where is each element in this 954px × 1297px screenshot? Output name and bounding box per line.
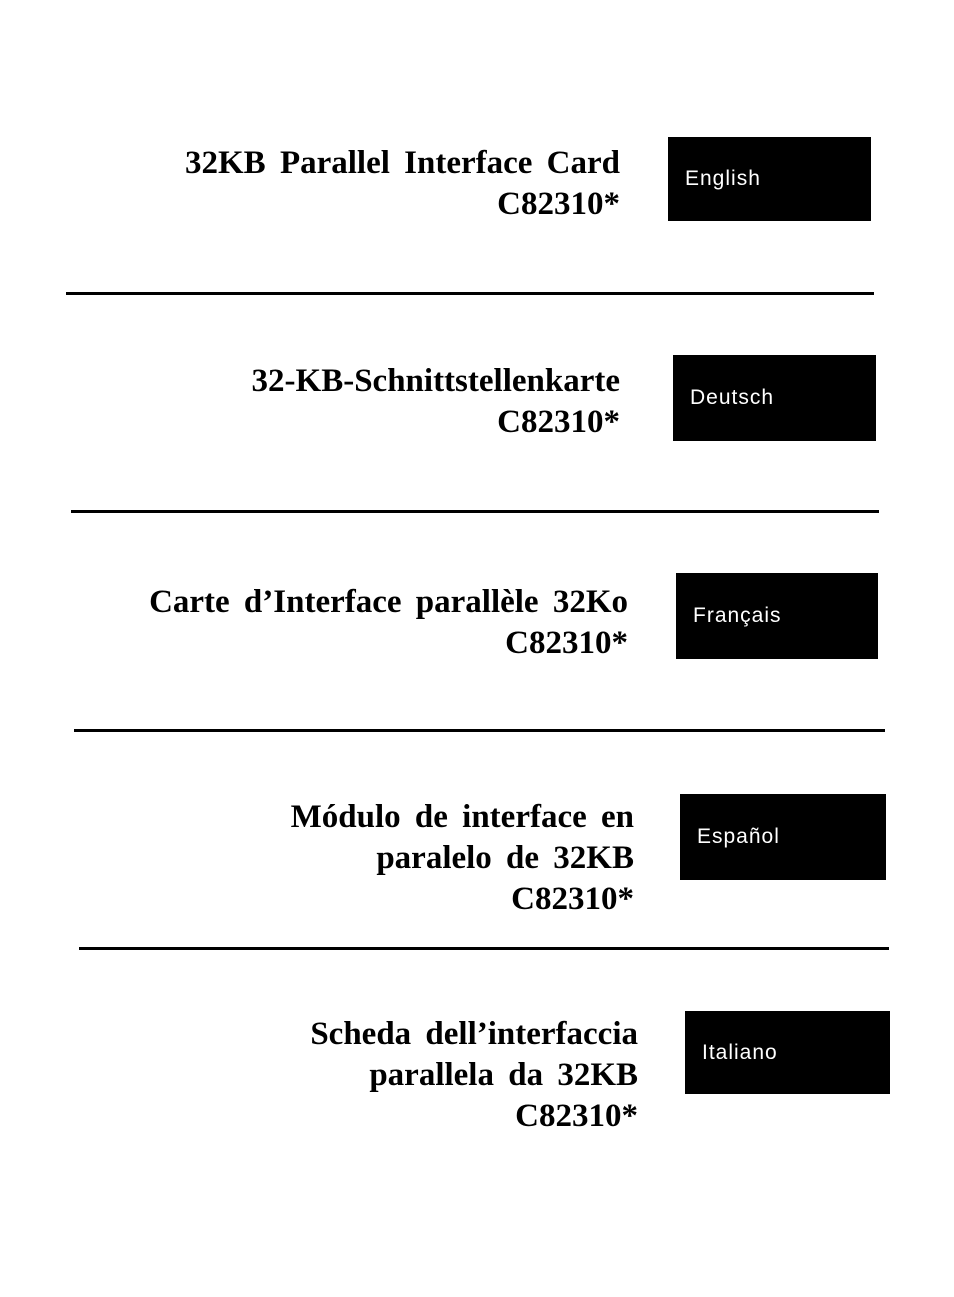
language-tab-italiano[interactable]: Italiano bbox=[685, 1011, 890, 1094]
language-tab-espanol[interactable]: Español bbox=[680, 794, 886, 880]
title-line: paralelo de 32KB bbox=[376, 840, 634, 876]
section-divider bbox=[66, 292, 874, 295]
language-tab-deutsch[interactable]: Deutsch bbox=[673, 355, 876, 441]
section-divider bbox=[79, 947, 889, 950]
title-line: C82310* bbox=[497, 404, 620, 440]
title-line: 32-KB-Schnittstellenkarte bbox=[251, 363, 620, 399]
title-line: Scheda dell’interfaccia bbox=[310, 1016, 638, 1052]
section-title-italiano bbox=[310, 1014, 638, 1137]
title-line: Módulo de interface en bbox=[290, 799, 634, 835]
section-divider bbox=[71, 510, 879, 513]
language-tab-english[interactable]: English bbox=[668, 137, 871, 221]
section-title-deutsch bbox=[252, 361, 620, 443]
title-line: C82310* bbox=[511, 881, 634, 917]
section-divider bbox=[74, 729, 885, 732]
title-line: parallela da 32KB bbox=[369, 1057, 638, 1093]
section-title-english bbox=[185, 143, 620, 225]
section-title-espanol bbox=[291, 797, 634, 920]
title-line: C82310* bbox=[497, 186, 620, 222]
title-line: C82310* bbox=[505, 625, 628, 661]
section-title-francais bbox=[149, 582, 628, 664]
title-line: C82310* bbox=[515, 1098, 638, 1134]
language-tab-francais[interactable]: Français bbox=[676, 573, 878, 659]
title-line: Carte d’Interface parallèle 32Ko bbox=[149, 584, 628, 620]
title-line: 32KB Parallel Interface Card bbox=[185, 145, 620, 181]
